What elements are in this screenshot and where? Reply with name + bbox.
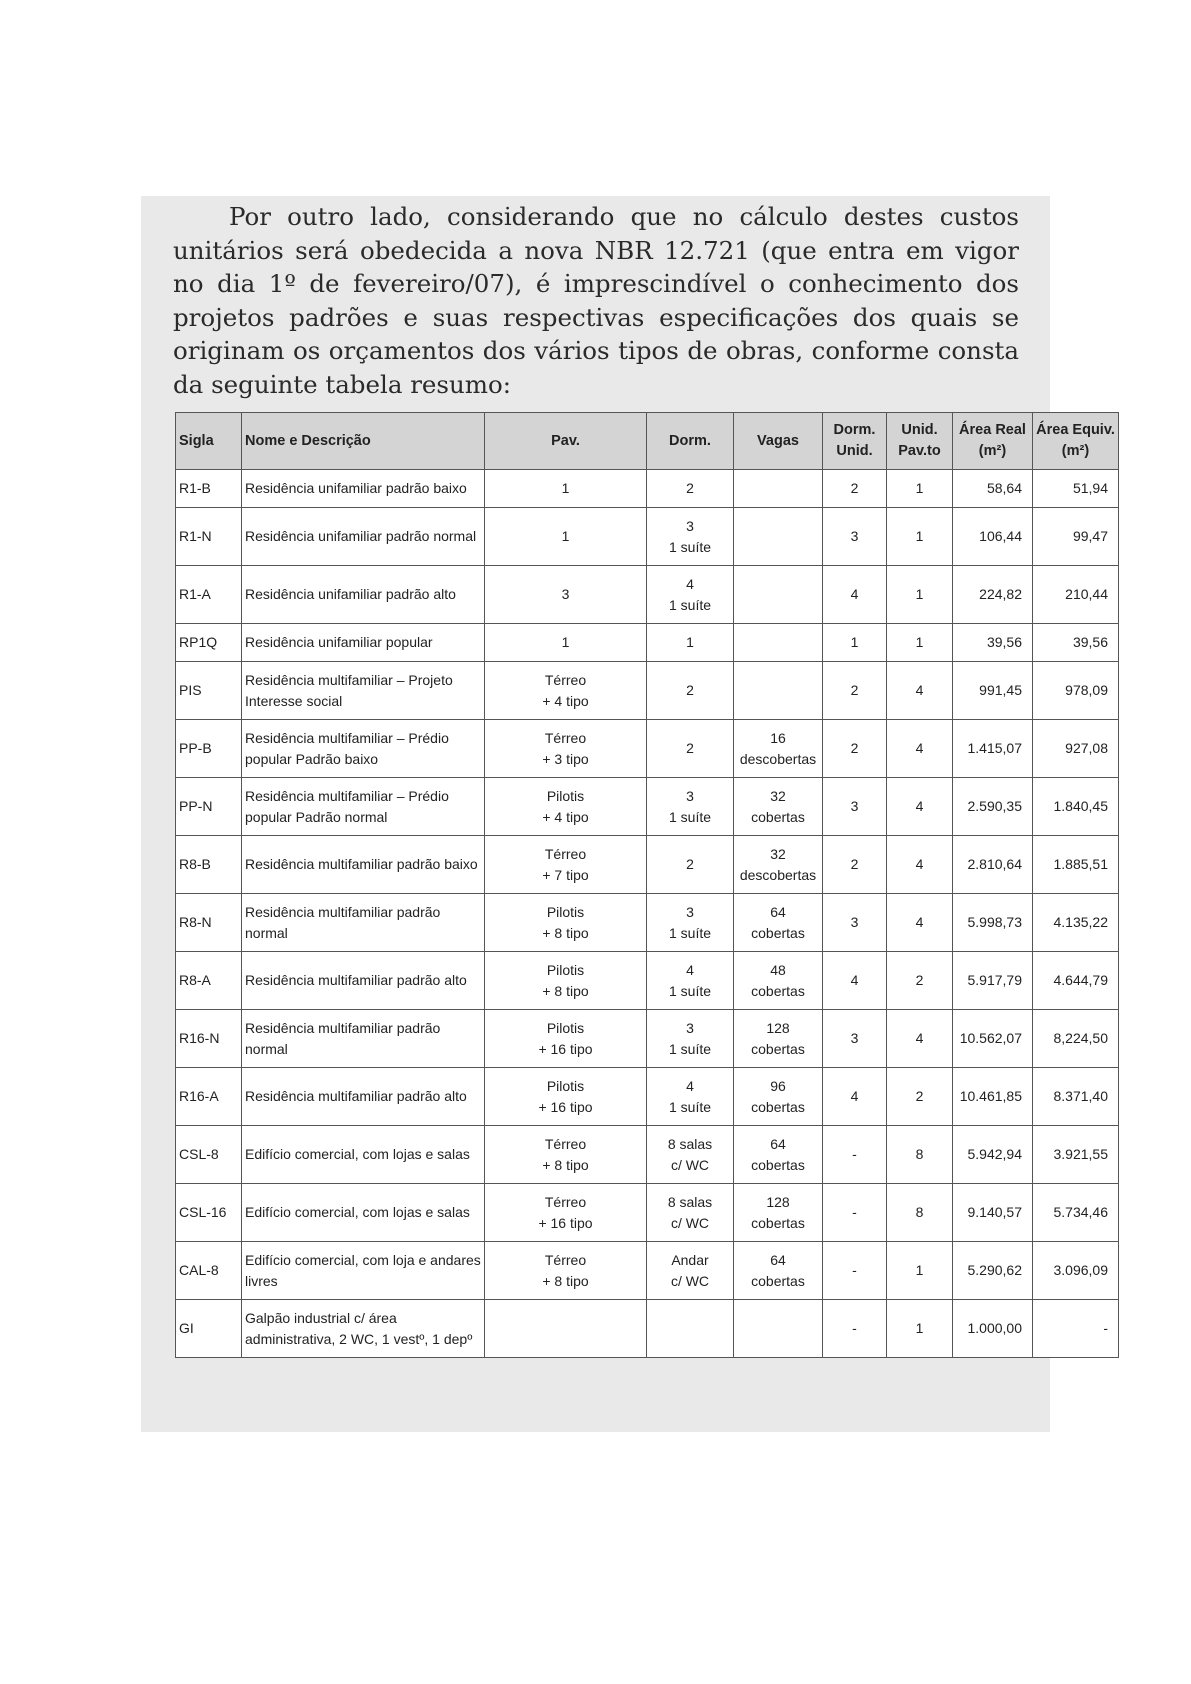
cell-sigla: RP1Q: [176, 624, 242, 662]
cell-unid-pav: 2: [887, 952, 953, 1010]
table-body: [176, 470, 1119, 1358]
cell-area-equiv: 4.135,22: [1033, 894, 1119, 952]
cell-vagas: 128 cobertas: [734, 1184, 823, 1242]
cell-nome: Residência unifamiliar popular: [242, 624, 485, 662]
cell-unid-pav: 1: [887, 566, 953, 624]
cell-sigla: R1-A: [176, 566, 242, 624]
cell-dorm-unid: 2: [823, 662, 887, 720]
cell-dorm: [647, 1300, 734, 1358]
cell-vagas: 64 cobertas: [734, 894, 823, 952]
cell-area-equiv: 39,56: [1033, 624, 1119, 662]
table-row: [176, 1242, 1119, 1300]
cell-dorm-unid: 4: [823, 1068, 887, 1126]
table-header-row: [176, 413, 1119, 470]
cell-nome: Residência unifamiliar padrão baixo: [242, 470, 485, 508]
cell-sigla: PIS: [176, 662, 242, 720]
cell-dorm-unid: 3: [823, 508, 887, 566]
cell-unid-pav: 1: [887, 470, 953, 508]
cell-sigla: GI: [176, 1300, 242, 1358]
table-row: [176, 720, 1119, 778]
cell-vagas: [734, 508, 823, 566]
cell-dorm: 3 1 suíte: [647, 508, 734, 566]
header-area-real: Área Real (m²): [953, 413, 1033, 470]
cell-dorm: 8 salas c/ WC: [647, 1184, 734, 1242]
cell-vagas: [734, 470, 823, 508]
cell-unid-pav: 1: [887, 1242, 953, 1300]
cell-nome: Galpão industrial c/ área administrativa, 2 WC, 1 vestº, 1 depº: [242, 1300, 485, 1358]
cell-nome: Residência multifamiliar padrão alto: [242, 1068, 485, 1126]
cell-area-equiv: 927,08: [1033, 720, 1119, 778]
table-row: [176, 778, 1119, 836]
cell-pav: [485, 1300, 647, 1358]
cell-sigla: R8-B: [176, 836, 242, 894]
cell-nome: Residência multifamiliar padrão normal: [242, 1010, 485, 1068]
cell-pav: Pilotis + 4 tipo: [485, 778, 647, 836]
header-nome: Nome e Descrição: [242, 413, 485, 470]
table-row: [176, 952, 1119, 1010]
table-row: [176, 836, 1119, 894]
cell-nome: Residência multifamiliar padrão alto: [242, 952, 485, 1010]
cell-dorm: 4 1 suíte: [647, 1068, 734, 1126]
cell-dorm: 3 1 suíte: [647, 1010, 734, 1068]
cell-area-real: 10.461,85: [953, 1068, 1033, 1126]
cell-area-real: 9.140,57: [953, 1184, 1033, 1242]
cell-unid-pav: 4: [887, 778, 953, 836]
cell-unid-pav: 1: [887, 624, 953, 662]
cell-dorm-unid: -: [823, 1126, 887, 1184]
cell-unid-pav: 8: [887, 1184, 953, 1242]
header-dorm: Dorm.: [647, 413, 734, 470]
cell-vagas: 96 cobertas: [734, 1068, 823, 1126]
cell-unid-pav: 4: [887, 662, 953, 720]
table-row: [176, 508, 1119, 566]
cell-sigla: R16-A: [176, 1068, 242, 1126]
cell-pav: Térreo + 4 tipo: [485, 662, 647, 720]
cell-sigla: CAL-8: [176, 1242, 242, 1300]
cell-area-real: 1.415,07: [953, 720, 1033, 778]
cell-sigla: R1-B: [176, 470, 242, 508]
table-row: [176, 1300, 1119, 1358]
cell-unid-pav: 4: [887, 1010, 953, 1068]
cell-pav: Pilotis + 16 tipo: [485, 1068, 647, 1126]
cell-nome: Edifício comercial, com lojas e salas: [242, 1184, 485, 1242]
cell-area-equiv: 51,94: [1033, 470, 1119, 508]
cell-area-real: 106,44: [953, 508, 1033, 566]
table-row: [176, 1184, 1119, 1242]
cell-unid-pav: 4: [887, 836, 953, 894]
cell-dorm-unid: -: [823, 1300, 887, 1358]
cell-unid-pav: 4: [887, 720, 953, 778]
cell-area-equiv: 8.371,40: [1033, 1068, 1119, 1126]
cell-nome: Residência unifamiliar padrão alto: [242, 566, 485, 624]
cell-dorm-unid: 2: [823, 470, 887, 508]
cell-area-real: 5.942,94: [953, 1126, 1033, 1184]
cell-area-real: 224,82: [953, 566, 1033, 624]
cell-area-real: 10.562,07: [953, 1010, 1033, 1068]
cell-dorm-unid: -: [823, 1242, 887, 1300]
cell-dorm-unid: 2: [823, 836, 887, 894]
cell-area-real: 5.998,73: [953, 894, 1033, 952]
cell-dorm: 3 1 suíte: [647, 778, 734, 836]
cell-dorm-unid: -: [823, 1184, 887, 1242]
cell-dorm-unid: 3: [823, 1010, 887, 1068]
cell-area-real: 58,64: [953, 470, 1033, 508]
table-row: [176, 662, 1119, 720]
cell-area-real: 2.590,35: [953, 778, 1033, 836]
cell-dorm-unid: 2: [823, 720, 887, 778]
cell-pav: Pilotis + 8 tipo: [485, 894, 647, 952]
header-area-equiv: Área Equiv. (m²): [1033, 413, 1119, 470]
cell-nome: Edifício comercial, com lojas e salas: [242, 1126, 485, 1184]
cell-area-real: 39,56: [953, 624, 1033, 662]
cell-dorm: 4 1 suíte: [647, 566, 734, 624]
cell-area-equiv: 8,224,50: [1033, 1010, 1119, 1068]
cell-area-equiv: 99,47: [1033, 508, 1119, 566]
cell-dorm-unid: 4: [823, 566, 887, 624]
cell-unid-pav: 1: [887, 508, 953, 566]
cell-dorm: 4 1 suíte: [647, 952, 734, 1010]
header-vagas: Vagas: [734, 413, 823, 470]
header-dorm-unid: Dorm. Unid.: [823, 413, 887, 470]
cell-area-equiv: 3.096,09: [1033, 1242, 1119, 1300]
cell-area-real: 5.290,62: [953, 1242, 1033, 1300]
cell-pav: Térreo + 7 tipo: [485, 836, 647, 894]
cell-vagas: [734, 566, 823, 624]
header-unid-pav: Unid. Pav.to: [887, 413, 953, 470]
cell-nome: Residência multifamiliar – Prédio popular Padrão normal: [242, 778, 485, 836]
cell-pav: 1: [485, 470, 647, 508]
cell-area-equiv: 4.644,79: [1033, 952, 1119, 1010]
table-row: [176, 894, 1119, 952]
table-row: [176, 566, 1119, 624]
cell-pav: 1: [485, 624, 647, 662]
cell-pav: Térreo + 16 tipo: [485, 1184, 647, 1242]
cell-sigla: PP-N: [176, 778, 242, 836]
cell-vagas: 128 cobertas: [734, 1010, 823, 1068]
cell-vagas: [734, 624, 823, 662]
cell-unid-pav: 8: [887, 1126, 953, 1184]
cell-vagas: 32 descobertas: [734, 836, 823, 894]
table-row: [176, 1010, 1119, 1068]
cell-dorm-unid: 4: [823, 952, 887, 1010]
cell-nome: Residência multifamiliar – Prédio popular Padrão baixo: [242, 720, 485, 778]
cell-pav: Pilotis + 16 tipo: [485, 1010, 647, 1068]
cell-area-equiv: 978,09: [1033, 662, 1119, 720]
cell-pav: 1: [485, 508, 647, 566]
cell-unid-pav: 4: [887, 894, 953, 952]
cell-pav: Térreo + 8 tipo: [485, 1242, 647, 1300]
cell-dorm: 8 salas c/ WC: [647, 1126, 734, 1184]
table-row: [176, 1068, 1119, 1126]
cell-nome: Residência unifamiliar padrão normal: [242, 508, 485, 566]
cell-area-equiv: -: [1033, 1300, 1119, 1358]
cell-area-equiv: 1.840,45: [1033, 778, 1119, 836]
cell-dorm-unid: 3: [823, 894, 887, 952]
cell-sigla: PP-B: [176, 720, 242, 778]
header-pav: Pav.: [485, 413, 647, 470]
table-row: [176, 1126, 1119, 1184]
cell-nome: Residência multifamiliar – Projeto Interesse social: [242, 662, 485, 720]
cell-dorm: 2: [647, 662, 734, 720]
cell-dorm-unid: 3: [823, 778, 887, 836]
cell-pav: Térreo + 8 tipo: [485, 1126, 647, 1184]
cell-dorm: 2: [647, 720, 734, 778]
cell-sigla: CSL-16: [176, 1184, 242, 1242]
cell-area-real: 991,45: [953, 662, 1033, 720]
table-row: [176, 624, 1119, 662]
cell-area-real: 2.810,64: [953, 836, 1033, 894]
cell-unid-pav: 1: [887, 1300, 953, 1358]
cell-dorm: Andar c/ WC: [647, 1242, 734, 1300]
cell-sigla: R16-N: [176, 1010, 242, 1068]
cell-dorm: 1: [647, 624, 734, 662]
cell-sigla: CSL-8: [176, 1126, 242, 1184]
project-standards-table: [175, 412, 1119, 1358]
cell-area-real: 5.917,79: [953, 952, 1033, 1010]
cell-sigla: R8-A: [176, 952, 242, 1010]
cell-vagas: [734, 662, 823, 720]
cell-pav: Térreo + 3 tipo: [485, 720, 647, 778]
cell-area-real: 1.000,00: [953, 1300, 1033, 1358]
intro-paragraph: Por outro lado, considerando que no cálculo destes custos unitários será obedecida a nova NBR 12.721 (que entra em vigor no dia 1º de fevereiro/07), é imprescindível o conhecimento dos projetos padrões e suas respectivas especificações dos quais se originam os orçamentos dos vários tipos de obras, conforme consta da seguinte tabela resumo:: [173, 202, 1019, 399]
header-sigla: Sigla: [176, 413, 242, 470]
cell-area-equiv: 5.734,46: [1033, 1184, 1119, 1242]
cell-dorm-unid: 1: [823, 624, 887, 662]
cell-vagas: 64 cobertas: [734, 1242, 823, 1300]
cell-pav: Pilotis + 8 tipo: [485, 952, 647, 1010]
cell-vagas: [734, 1300, 823, 1358]
cell-unid-pav: 2: [887, 1068, 953, 1126]
table-row: [176, 470, 1119, 508]
cell-area-equiv: 210,44: [1033, 566, 1119, 624]
cell-dorm: 2: [647, 836, 734, 894]
cell-vagas: 16 descobertas: [734, 720, 823, 778]
cell-area-equiv: 3.921,55: [1033, 1126, 1119, 1184]
cell-nome: Residência multifamiliar padrão baixo: [242, 836, 485, 894]
cell-vagas: 32 cobertas: [734, 778, 823, 836]
cell-pav: 3: [485, 566, 647, 624]
cell-sigla: R8-N: [176, 894, 242, 952]
cell-area-equiv: 1.885,51: [1033, 836, 1119, 894]
cell-vagas: 48 cobertas: [734, 952, 823, 1010]
cell-vagas: 64 cobertas: [734, 1126, 823, 1184]
cell-dorm: 3 1 suíte: [647, 894, 734, 952]
cell-nome: Residência multifamiliar padrão normal: [242, 894, 485, 952]
cell-nome: Edifício comercial, com loja e andares livres: [242, 1242, 485, 1300]
cell-dorm: 2: [647, 470, 734, 508]
cell-sigla: R1-N: [176, 508, 242, 566]
